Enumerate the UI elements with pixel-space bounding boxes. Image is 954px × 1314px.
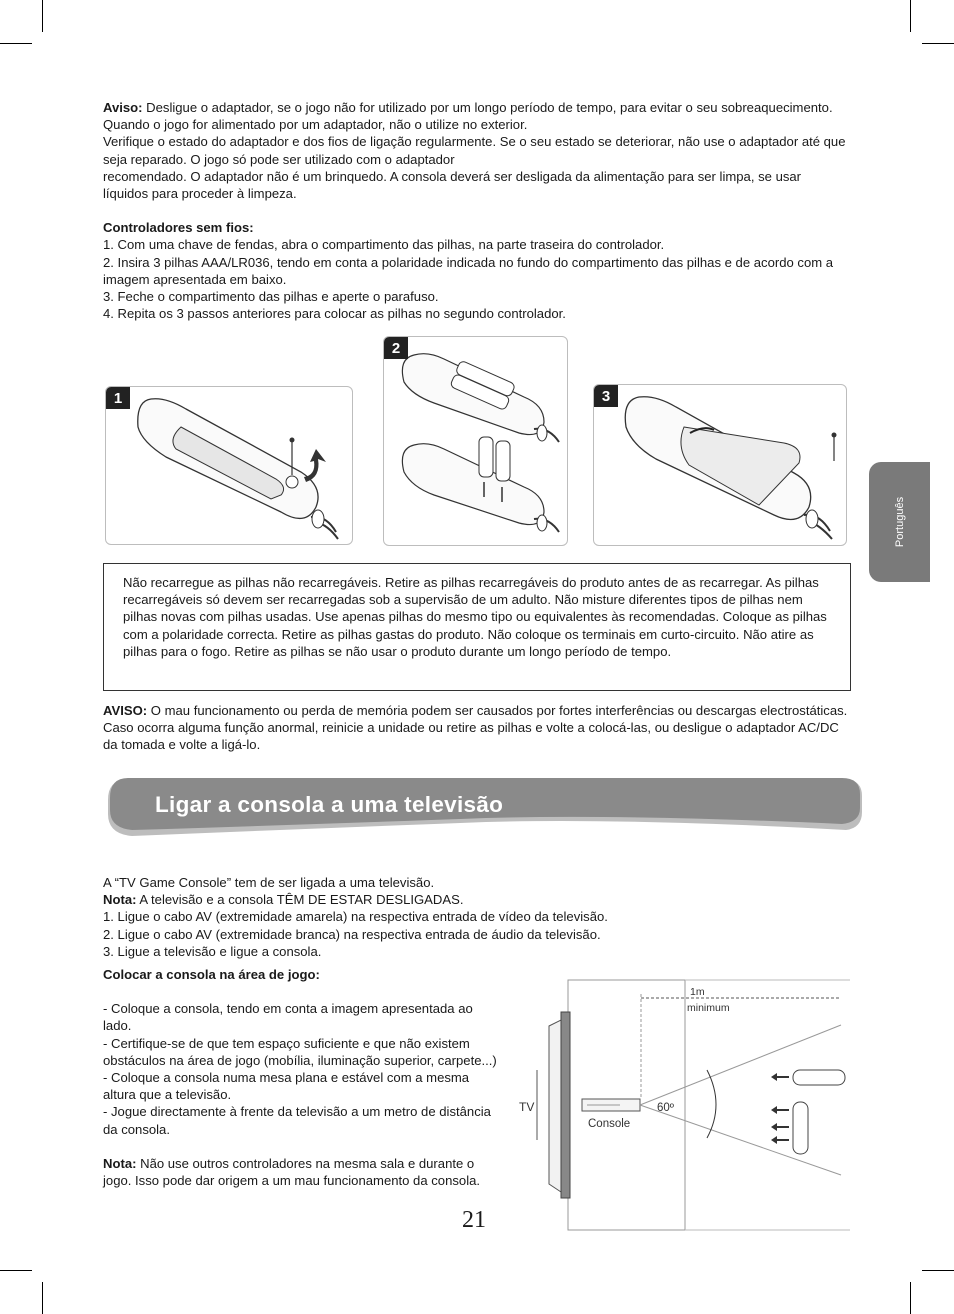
adapter-warning-text: Desligue o adaptador, se o jogo não for utilizado por um longo período de tempo, para evitar o seu sobreaquecimento. Quando o jogo for alimentado por um adaptador, não o utilize no exterior.	[103, 100, 833, 133]
page-number: 21	[462, 1207, 486, 1233]
tv-step: 1. Ligue o cabo AV (extremidade amarela) na respectiva entrada de vídeo da televisão.	[103, 909, 608, 925]
section-title: Ligar a consola a uma televisão	[155, 792, 504, 817]
crop-mark	[910, 1282, 911, 1314]
figure-step-3	[593, 384, 847, 546]
adapter-warning	[103, 99, 848, 322]
placement-item: - Jogue directamente à frente da televisão a um metro de distância da consola.	[103, 1104, 491, 1137]
figure-number: 3	[594, 385, 618, 407]
battery-warning-text: Não recarregue as pilhas não recarregáveis. Retire as pilhas recarregáveis do produto antes de as recarregar. As pilhas recarregáveis só devem ser recarregadas sob a supervisão de um adulto. Não misture diferentes tipos de pilhas nem pilhas novas com pilhas usadas. Use apenas pilhas do mesmo tipo ou equivalentes às recomendadas. Coloque as pilhas com a polaridade correcta. Retire as pilhas gastas do produto. Não coloque os terminais em curto-circuito. Não atire as pilhas para o fogo. Retire as pilhas se não usar o produto durante um longo período de tempo.	[123, 575, 827, 659]
crop-mark	[42, 1282, 43, 1314]
controller-vertical-icon	[793, 1102, 808, 1154]
esd-warning-text: O mau funcionamento ou perda de memória podem ser causados por fortes interferências ou descargas electrostáticas. Caso ocorra alguma função anormal, reinicie a unidade ou retire as pilhas e volte a colocá-las, ou desligue o adaptador AC/DC da tomada e volte a ligá-lo.	[103, 703, 848, 753]
tv-connection	[103, 874, 848, 960]
placement-item: - Coloque a consola numa mesa plana e estável com a mesma altura que a televisão.	[103, 1070, 470, 1103]
tv-step: 3. Ligue a televisão e ligue a consola.	[103, 943, 322, 959]
tv-note-text: A televisão e a consola TÊM DE ESTAR DESLIGADAS.	[136, 892, 464, 908]
diagram-tv-label: TV	[519, 1100, 535, 1114]
placement-diagram	[515, 970, 850, 1232]
tv-intro: A “TV Game Console” tem de ser ligada a uma televisão.	[103, 875, 435, 890]
esd-warning	[103, 702, 848, 754]
controller-horizontal-icon	[793, 1070, 845, 1085]
adapter-check-text: Verifique o estado do adaptador e dos fios de ligação regularmente. Se o seu estado se deteriorar, não use o adaptador até que seja reparado. O jogo só pode ser utilizado com o adaptador	[103, 134, 846, 167]
controller-step: 4. Repita os 3 passos anteriores para colocar as pilhas no segundo controlador.	[103, 306, 566, 322]
figure-step-2	[383, 336, 568, 546]
tv-step: 2. Ligue o cabo AV (extremidade branca) na respectiva entrada de áudio da televisão.	[103, 926, 601, 942]
language-tab-label: Português	[893, 496, 906, 548]
aviso-label: Aviso:	[103, 100, 143, 115]
remote-open-illustration	[106, 387, 352, 544]
tv-note-label: Nota:	[103, 892, 137, 908]
placement-section	[103, 966, 501, 1189]
crop-mark	[910, 0, 911, 32]
figure-number: 1	[106, 387, 130, 409]
esd-warning-label: AVISO:	[103, 703, 148, 718]
controller-step: 2. Insira 3 pilhas AAA/LR036, tendo em conta a polaridade indicada no fundo do compartimento das pilhas e de acordo com a imagem apresentada em baixo.	[103, 254, 834, 287]
remote-close-illustration	[594, 385, 846, 545]
placement-heading: Colocar a consola na área de jogo:	[103, 967, 320, 982]
diagram-distance-label: 1m	[690, 986, 705, 998]
diagram-console-label: Console	[588, 1118, 631, 1130]
adapter-cleaning-text: recomendado. O adaptador não é um brinquedo. A consola deverá ser desligada da alimentação para ser limpa, se usar líquidos para proceder à limpeza.	[103, 168, 802, 202]
crop-mark	[922, 1270, 954, 1271]
placement-item: - Certifique-se de que tem espaço suficiente e que não existem obstáculos na área de jogo (mobília, iluminação superior, carpete...)	[103, 1035, 497, 1068]
controllers-heading: Controladores sem fios:	[103, 220, 254, 236]
crop-mark	[42, 0, 43, 32]
crop-mark	[922, 43, 954, 44]
placement-note-label: Nota:	[103, 1155, 137, 1171]
placement-note-text: Não use outros controladores na mesma sala e durante o jogo. Isso pode dar origem a um mau funcionamento da consola.	[103, 1155, 481, 1189]
crop-mark	[0, 1270, 32, 1271]
battery-insert-illustration	[384, 337, 567, 545]
figure-number: 2	[384, 337, 408, 359]
figure-step-1	[105, 386, 353, 545]
language-tab	[869, 462, 930, 582]
crop-mark	[0, 43, 32, 44]
diagram-angle-label: 60º	[657, 1102, 674, 1114]
controller-step: 1. Com uma chave de fendas, abra o compartimento das pilhas, na parte traseira do controlador.	[103, 237, 665, 253]
battery-warning-box	[103, 563, 851, 691]
placement-item: - Coloque a consola, tendo em conta a imagem apresentada ao lado.	[103, 1001, 473, 1034]
diagram-minimum-label: minimum	[687, 1002, 730, 1014]
controller-step: 3. Feche o compartimento das pilhas e aperte o parafuso.	[103, 289, 439, 305]
